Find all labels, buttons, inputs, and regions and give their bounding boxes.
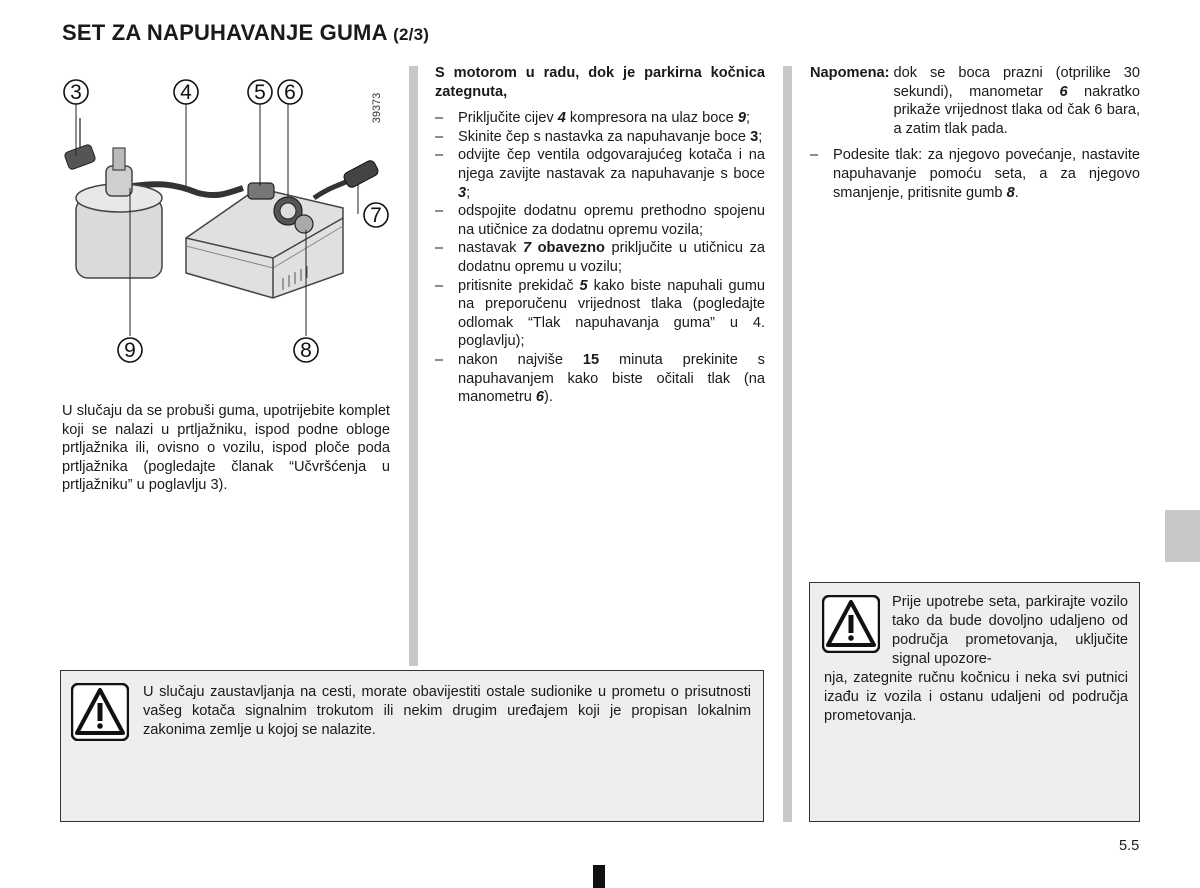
steps-section [435, 64, 765, 407]
page-number: 5.5 [1119, 838, 1140, 854]
svg-text:7: 7 [370, 204, 382, 227]
note-row [810, 64, 1140, 138]
svg-text:3: 3 [70, 81, 82, 104]
callout-7 [364, 203, 388, 227]
list-item: – odvijte čep ventila odgovarajućeg kotača i na njega zavijte nastavak za napuhavanje s boce 3; [435, 146, 765, 202]
sealant-bottle [76, 148, 162, 278]
list-item: – nakon najviše 15 minuta prekinite s napuhavanjem kako biste očitali tlak (na manometru 6). [435, 351, 765, 407]
svg-text:9: 9 [124, 339, 136, 362]
svg-text:6: 6 [284, 81, 296, 104]
svg-text:4: 4 [180, 81, 192, 104]
warning-box [809, 582, 1140, 822]
title-main: SET ZA NAPUHAVANJE GUMA [62, 20, 387, 45]
warning-box [60, 670, 764, 822]
intro-paragraph: U slučaju da se probuši guma, upotrijebite komplet koji se nalazi u prtljažniku, ispod podne obloge prtljažnika ili, ovisno o vozilu, ispod ploče poda prtljažnika (pogledajte članak “Učvršćenja u prtljažniku” u poglavlju 3). [62, 403, 390, 494]
note-text: dok se boca prazni (otprilike 30 sekundi), manometar 6 nakratko prikaže vrijednost tlaka od čak 6 bara, a zatim tlak pada. [893, 65, 1141, 137]
steps-list [435, 109, 765, 407]
power-plug [342, 159, 380, 189]
inflation-nozzle [64, 118, 96, 170]
list-item: – odspojite dodatnu opremu prethodno spojenu na utičnice za dodatnu opremu vozila; [435, 202, 765, 239]
callout-4 [174, 80, 198, 104]
page-marker [593, 865, 605, 888]
callout-3 [64, 80, 88, 104]
column-divider [409, 66, 418, 666]
page-title [62, 20, 429, 46]
list-item: – pritisnite prekidač 5 kako biste napuhali gumu na preporučenu vrijednost tlaka (pogledajte odlomak “Tlak napuhavanja guma” u 4. poglavlju); [435, 277, 765, 351]
column-divider [783, 66, 792, 822]
list-item: – nastavak 7 obavezno priključite u utičnicu za dodatnu opremu u vozilu; [435, 239, 765, 276]
title-sub: (2/3) [393, 25, 430, 44]
svg-text:5: 5 [254, 81, 266, 104]
callout-5 [248, 80, 272, 104]
warning-text-top: Prije upotrebe seta, parkirajte vozilo tako da bude dovoljno udaljeno od područja prometovanja, uključite signal upozore- [892, 594, 1128, 667]
callout-8 [294, 338, 318, 362]
callout-9 [118, 338, 142, 362]
note-list [810, 146, 1140, 202]
note-label: Napomena: [810, 65, 890, 81]
compressor [186, 183, 343, 298]
compressor-kit-illustration [58, 68, 394, 378]
callout-6 [278, 80, 302, 104]
list-item: – Skinite čep s nastavka za napuhavanje boce 3; [435, 128, 765, 147]
chapter-tab [1165, 510, 1200, 562]
warning-triangle-icon [822, 595, 880, 653]
warning-text: U slučaju zaustavljanja na cesti, morate obavijestiti ostale sudionike u prometu o prisutnosti vašeg kotača signalnim trokutom ili nekim drugim uređajem koji je propisan lokalnim zakonima zemlje u kojoj se nalazite. [143, 684, 751, 738]
figure-code: 39373 [371, 92, 383, 124]
steps-heading: S motorom u radu, dok je parkirna kočnica zategnuta, [435, 65, 765, 100]
note-section [810, 64, 1140, 202]
warning-triangle-icon [71, 683, 129, 741]
list-item: – Priključite cijev 4 kompresora na ulaz boce 9; [435, 109, 765, 128]
list-item: – Podesite tlak: za njegovo povećanje, nastavite napuhavanje pomoću seta, a za njegovo smanjenje, pritisnite gumb 8. [810, 146, 1140, 202]
svg-text:8: 8 [300, 339, 312, 362]
warning-text-bottom: nja, zategnite ručnu kočnicu i neka svi putnici izađu iz vozila i ostanu udaljeni od područja prometovanja. [824, 670, 1128, 724]
